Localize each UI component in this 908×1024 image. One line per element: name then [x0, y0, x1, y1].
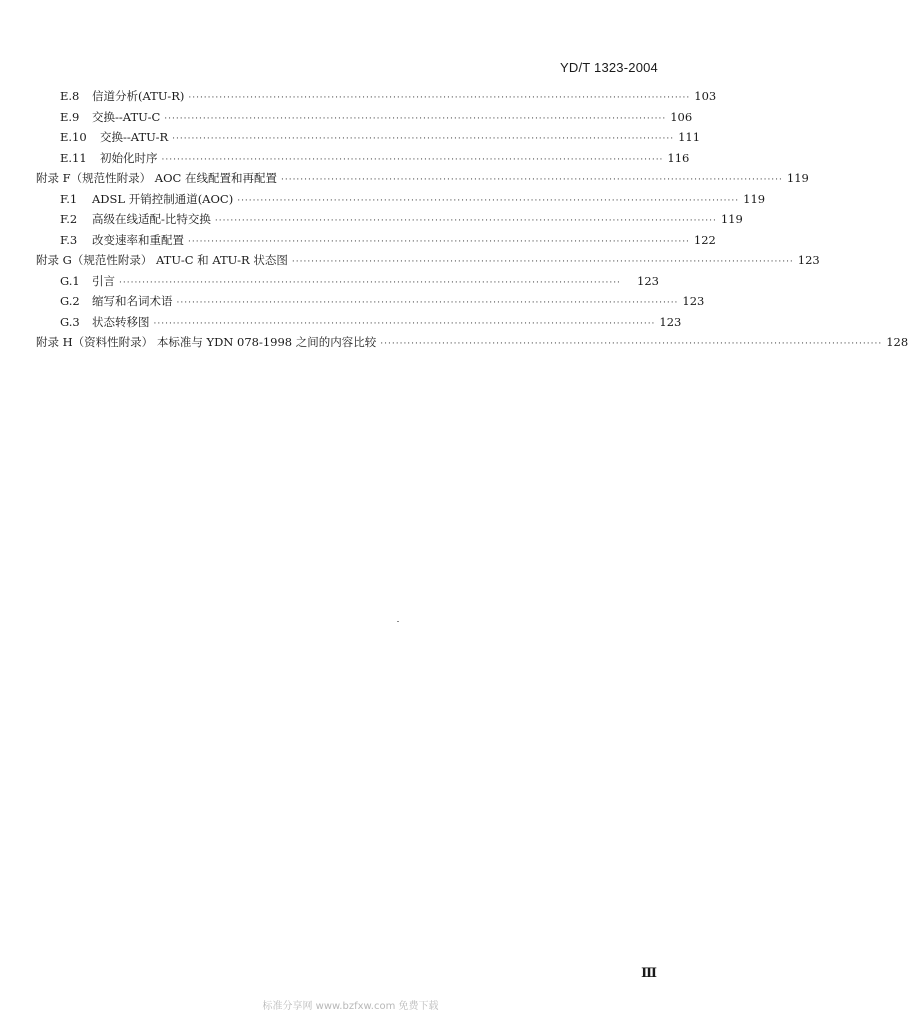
toc-entry-number: E.8: [60, 89, 80, 103]
toc-entry-page: 123: [682, 294, 705, 308]
table-of-contents: [36, 88, 908, 355]
toc-entry-appendix[interactable]: [36, 170, 809, 191]
toc-entry-number: E.10: [60, 130, 87, 144]
toc-entry-title: 交换--ATU-C: [92, 109, 161, 124]
toc-entry-page: 128: [886, 335, 908, 349]
toc-entry-page: 119: [720, 212, 743, 226]
toc-entry[interactable]: [36, 191, 766, 212]
toc-entry[interactable]: [36, 211, 743, 232]
toc-entry[interactable]: [36, 232, 716, 253]
toc-entry-appendix[interactable]: [36, 252, 820, 273]
toc-entry-page: 123: [637, 273, 659, 288]
dot-leader: ··································································································································: [153, 318, 656, 329]
toc-entry[interactable]: [36, 129, 701, 150]
toc-entry[interactable]: [36, 150, 690, 171]
toc-entry[interactable]: [36, 273, 659, 294]
dot-leader: ··································································································································: [172, 134, 675, 144]
dot-leader: ··································································································································: [176, 298, 679, 308]
toc-entry-title: 初始化时序: [100, 150, 158, 165]
toc-entry-page: 122: [693, 232, 716, 247]
toc-entry-page: 119: [743, 191, 766, 206]
toc-entry[interactable]: [36, 88, 717, 109]
dot-leader: ··································································································································: [188, 93, 691, 103]
toc-entry-title: 信道分析(ATU-R): [92, 89, 185, 103]
toc-entry[interactable]: [36, 293, 705, 314]
dot-leader: ··································································································································: [214, 216, 717, 226]
toc-entry-page: 106: [670, 109, 693, 124]
watermark: 标准分享网 www.bzfxw.com 免费下载: [262, 1001, 439, 1012]
toc-entry-title: 改变速率和重配置: [92, 232, 184, 247]
toc-entry-page: 123: [797, 253, 820, 267]
toc-entry-title: 缩写和名词术语: [92, 294, 173, 308]
toc-entry-title: 附录 H（资料性附录） 本标准与 YDN 078-1998 之间的内容比较: [36, 335, 377, 349]
toc-entry-title: 引言: [92, 273, 115, 288]
dot-leader: ··································································································································: [188, 236, 690, 247]
toc-entry-page: 103: [694, 89, 717, 103]
toc-entry[interactable]: [36, 109, 693, 130]
toc-entry-title: ADSL 开销控制通道(AOC): [92, 191, 234, 206]
dot-leader: ··································································································································: [380, 339, 883, 349]
dot-leader: ··································································································································: [291, 257, 794, 267]
toc-entry-number: E.11: [60, 150, 87, 165]
toc-entry-number: G.2: [60, 294, 80, 308]
dot-leader: ··································································································································: [164, 113, 667, 124]
scan-speck: [397, 621, 399, 622]
dot-leader: ··································································································································: [280, 175, 783, 185]
toc-entry-number: F.3: [60, 232, 78, 247]
toc-entry-appendix[interactable]: [36, 334, 908, 355]
toc-entry-page: 111: [678, 130, 701, 144]
dot-leader: ··································································································································: [119, 277, 621, 288]
toc-entry-number: F.2: [60, 212, 78, 226]
toc-entry-number: G.1: [60, 273, 80, 288]
toc-entry-title: 交换--ATU-R: [100, 130, 169, 144]
dot-leader: ··································································································································: [161, 154, 664, 165]
toc-entry-number: G.3: [60, 314, 80, 329]
toc-entry-page: 116: [667, 150, 690, 165]
page-number: Ⅲ: [641, 966, 657, 981]
toc-entry-page: 123: [659, 314, 682, 329]
toc-entry[interactable]: [36, 314, 682, 335]
toc-entry-number: F.1: [60, 191, 78, 206]
toc-entry-page: 119: [786, 171, 809, 185]
toc-entry-title: 附录 F（规范性附录） AOC 在线配置和再配置: [36, 171, 277, 185]
document-code-header: YD/T 1323-2004: [560, 60, 658, 75]
toc-entry-title: 附录 G（规范性附录） ATU-C 和 ATU-R 状态图: [36, 253, 288, 267]
dot-leader: ··································································································································: [237, 195, 740, 206]
toc-entry-title: 状态转移图: [92, 314, 150, 329]
toc-entry-number: E.9: [60, 109, 80, 124]
toc-entry-title: 高级在线适配-比特交换: [92, 212, 211, 226]
